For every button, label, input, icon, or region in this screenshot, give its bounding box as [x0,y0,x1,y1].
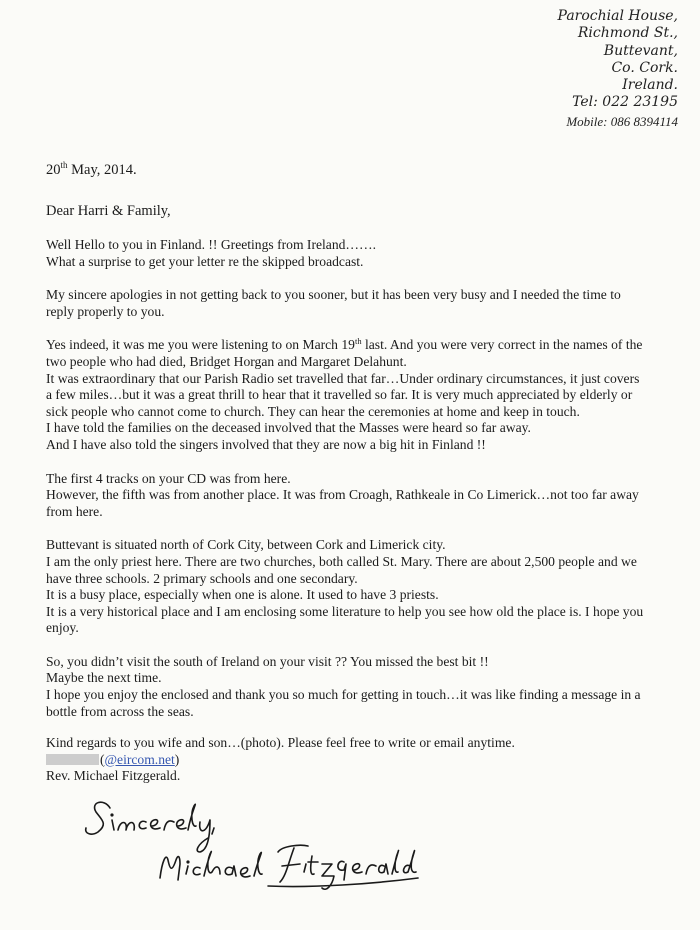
address-line: Co. Cork. [611,59,678,76]
text-line: And I have also told the singers involved that they are now a big hit in Finland !! [46,436,486,452]
text-line: two people who had died, Bridget Horgan and Margaret Delahunt. [46,353,407,369]
telephone: Tel: 022 23195 [572,94,678,111]
paragraph [46,537,686,637]
salutation: Dear Harri & Family, [46,203,171,219]
signature-drawing [82,790,422,900]
text-line: have three schools. 2 primary schools and one secondary. [46,570,358,586]
handwritten-signature [82,790,422,900]
text-line [46,337,686,354]
text-line: What a surprise to get your letter re the skipped broadcast. [46,253,364,269]
text-line: The first 4 tracks on your CD was from here. [46,470,291,486]
text-line: I hope you enjoy the enclosed and thank you so much for getting in touch…it was like finding a message in a [46,687,641,703]
redacted-block [46,754,99,765]
text-line: sick people who cannot come to church. They can hear the ceremonies at home and keep in touch. [46,403,580,419]
mobile-number: Mobile: 086 8394114 [566,113,678,129]
letterhead-address [558,8,678,130]
text-line: It was extraordinary that our Parish Radio set travelled that far…Under ordinary circumstances, it just covers [46,370,640,386]
paragraph [46,337,686,453]
date-day: 20 [46,162,61,178]
text-line: Maybe the next time. [46,670,162,686]
sender-name: Rev. Michael Fitzgerald. [46,768,181,784]
letter-date [46,162,137,179]
paragraph [46,287,686,320]
text-line: reply properly to you. [46,303,165,319]
email-paren-open: ( [100,751,105,767]
text-line: It is a busy place, especially when one is alone. It used to have 3 priests. [46,587,439,603]
closing-block [46,735,515,785]
date-suffix: th [60,160,68,170]
date-rest: May, 2014. [67,162,137,178]
text-line: enjoy. [46,620,79,636]
text-line: My sincere apologies in not getting back to you sooner, but it has been very busy and I needed the time to [46,287,621,303]
text-line: from here. [46,503,103,519]
letter-body [46,237,686,737]
text-line: However, the fifth was from another place. It was from Croagh, Rathkeale in Co Limerick…not too far away [46,487,639,503]
email-link[interactable]: @eircom.net [104,751,175,767]
ordinal-suffix: th [354,336,362,347]
text-line: a few miles…but it was a great thrill to hear that it travelled so far. It is very much appreciated by elderly or [46,387,633,403]
email-paren-close: ) [174,751,180,767]
email-line [46,752,515,769]
text-line: Well Hello to you in Finland. !! Greetings from Ireland……. [46,237,376,252]
text-fragment: last. And you were very correct in the names of the [361,337,643,353]
address-line: Ireland. [622,77,678,94]
text-line: I have told the families on the deceased involved that the Masses were heard so far away. [46,420,531,436]
address-line: Buttevant, [603,42,678,59]
closing-line: Kind regards to you wife and son…(photo). Please feel free to write or email anytime. [46,735,515,750]
address-line: Parochial House, [557,8,678,24]
paragraph [46,237,686,270]
text-line: Buttevant is situated north of Cork City, between Cork and Limerick city. [46,537,446,553]
text-line: So, you didn’t visit the south of Ireland on your visit ?? You missed the best bit !! [46,653,489,669]
text-line: It is a very historical place and I am enclosing some literature to help you see how old the place is. I hope you [46,603,644,619]
text-line: I am the only priest here. There are two churches, both called St. Mary. There are about 2,500 people and we [46,553,637,569]
text-fragment: Yes indeed, it was me you were listening to on March 19 [46,337,355,353]
paragraph [46,471,686,521]
text-line: bottle from across the seas. [46,703,194,719]
paragraph [46,654,686,720]
address-line: Richmond St., [577,25,678,42]
